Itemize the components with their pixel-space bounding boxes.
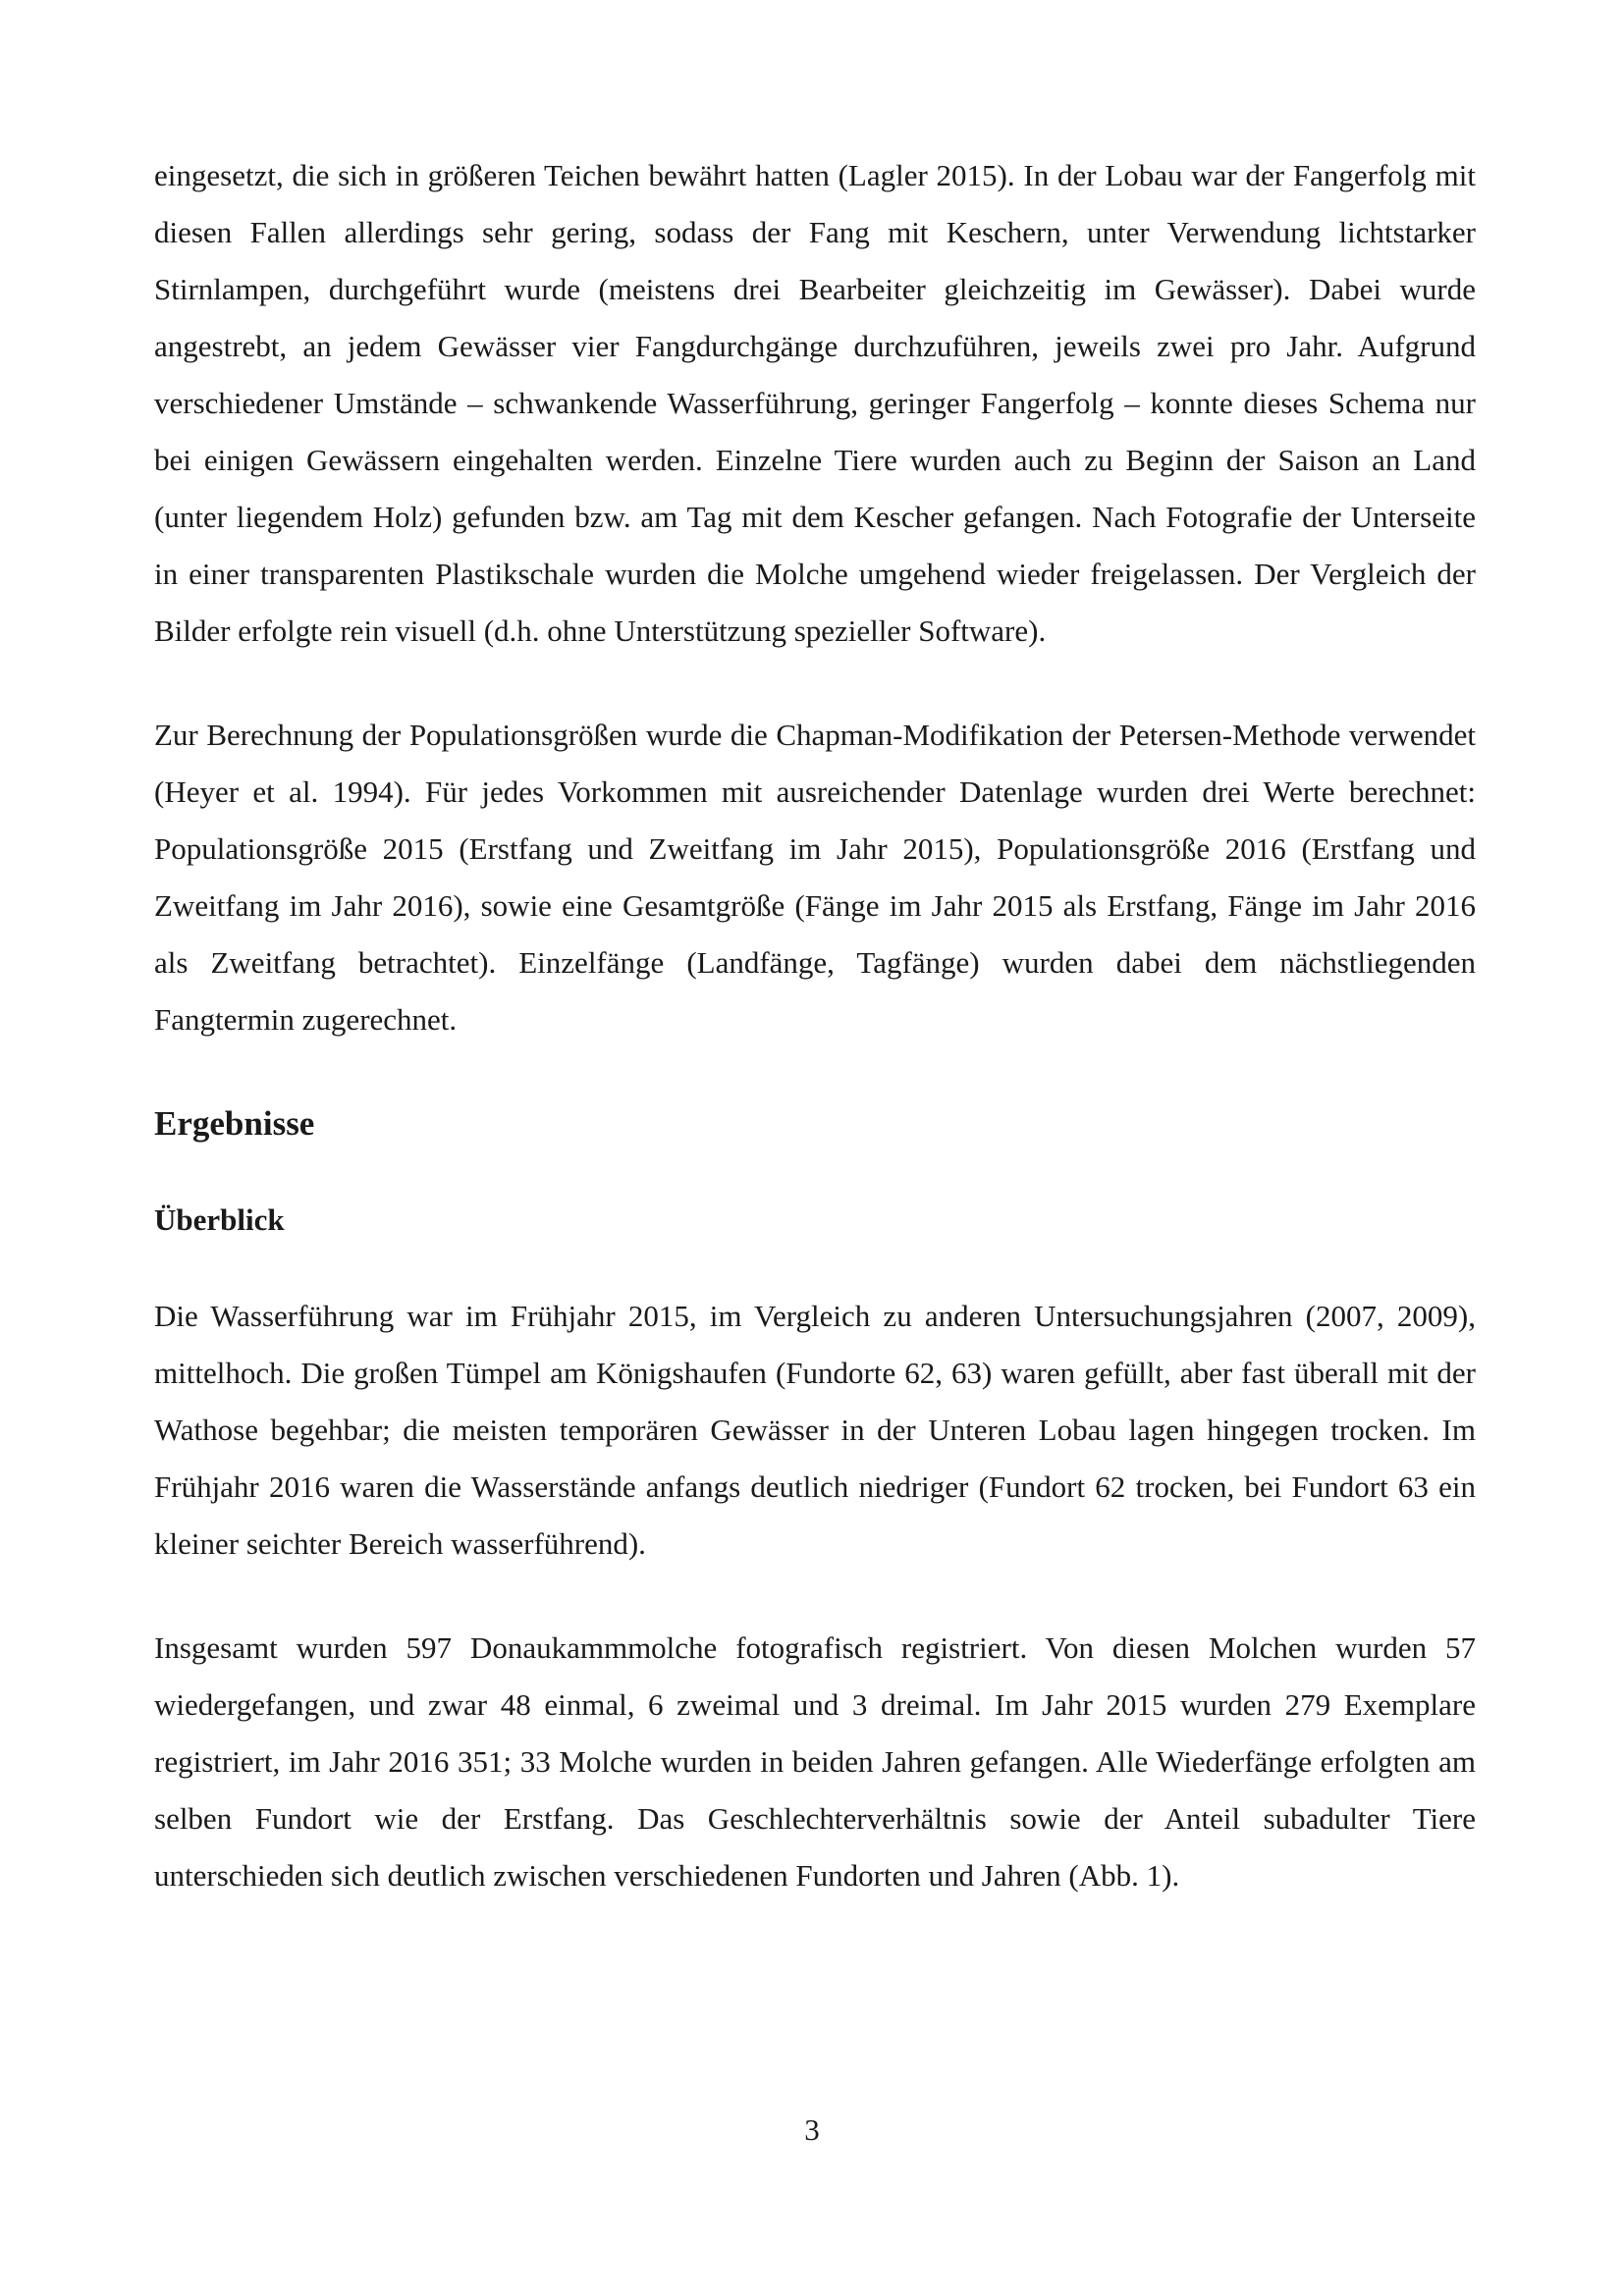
- subsection-heading: Überblick: [154, 1202, 285, 1237]
- paragraph-spacer: [154, 1048, 1476, 1095]
- paragraph-methods-capture: eingesetzt, die sich in größeren Teichen bewährt hatten (Lagler 2015). In der Lobau war der Fangerfolg mit diesen Fallen allerdings sehr gering, sodass der Fang mit Keschern, unter Verwendung lichtstarker Stirnlampen, durchgeführt wurde (meistens drei Bearbeiter gleichzeitig im Gewässer). Dabei wurde angestrebt, an jedem Gewässer vier Fangdurchgänge durchzuführen, jeweils zwei pro Jahr. Aufgrund verschiedener Umstände – schwankende Wasserführung, geringer Fangerfolg – konnte dieses Schema nur bei einigen Gewässern eingehalten werden. Einzelne Tiere wurden auch zu Beginn der Saison an Land (unter liegendem Holz) gefunden bzw. am Tag mit dem Kescher gefangen. Nach Fotografie der Unterseite in einer transparenten Plastikschale wurden die Molche umgehend wieder freigelassen. Der Vergleich der Bilder erfolgte rein visuell (d.h. ohne Unterstützung spezieller Software).: [154, 158, 1476, 648]
- page-content: [154, 147, 1476, 1904]
- page-number: 3: [804, 2112, 820, 2147]
- heading-spacer: [154, 1249, 1476, 1288]
- heading-spacer: [154, 1152, 1476, 1192]
- paragraph-spacer: [154, 1573, 1476, 1620]
- paragraph-spacer: [154, 660, 1476, 707]
- section-heading: Ergebnisse: [154, 1104, 315, 1143]
- paragraph-results-water: Die Wasserführung war im Frühjahr 2015, im Vergleich zu anderen Untersuchungsjahren (2007, 2009), mittelhoch. Die großen Tümpel am Königshaufen (Fundorte 62, 63) waren gefüllt, aber fast überall mit der Wathose begehbar; die meisten temporären Gewässer in der Unteren Lobau lagen hingegen trocken. Im Frühjahr 2016 waren die Wasserstände anfangs deutlich niedriger (Fundort 62 trocken, bei Fundort 63 ein kleiner seichter Bereich wasserführend).: [154, 1299, 1476, 1561]
- paragraph-results-captures: Insgesamt wurden 597 Donaukammmolche fotografisch registriert. Von diesen Molchen wurden 57 wiedergefangen, und zwar 48 einmal, 6 zweimal und 3 dreimal. Im Jahr 2015 wurden 279 Exemplare registriert, im Jahr 2016 351; 33 Molche wurden in beiden Jahren gefangen. Alle Wiederfänge erfolgten am selben Fundort wie der Erstfang. Das Geschlechterverhältnis sowie der Anteil subadulter Tiere unterschieden sich deutlich zwischen verschiedenen Fundorten und Jahren (Abb. 1).: [154, 1630, 1476, 1893]
- paragraph-methods-population: Zur Berechnung der Populationsgrößen wurde die Chapman-Modifikation der Petersen-Methode verwendet (Heyer et al. 1994). Für jedes Vorkommen mit ausreichender Datenlage wurden drei Werte berechnet: Populationsgröße 2015 (Erstfang und Zweitfang im Jahr 2015), Populationsgröße 2016 (Erstfang und Zweitfang im Jahr 2016), sowie eine Gesamtgröße (Fänge im Jahr 2015 als Erstfang, Fänge im Jahr 2016 als Zweitfang betrachtet). Einzelfänge (Landfänge, Tagfänge) wurden dabei dem nächstliegenden Fangtermin zugerechnet.: [154, 718, 1476, 1037]
